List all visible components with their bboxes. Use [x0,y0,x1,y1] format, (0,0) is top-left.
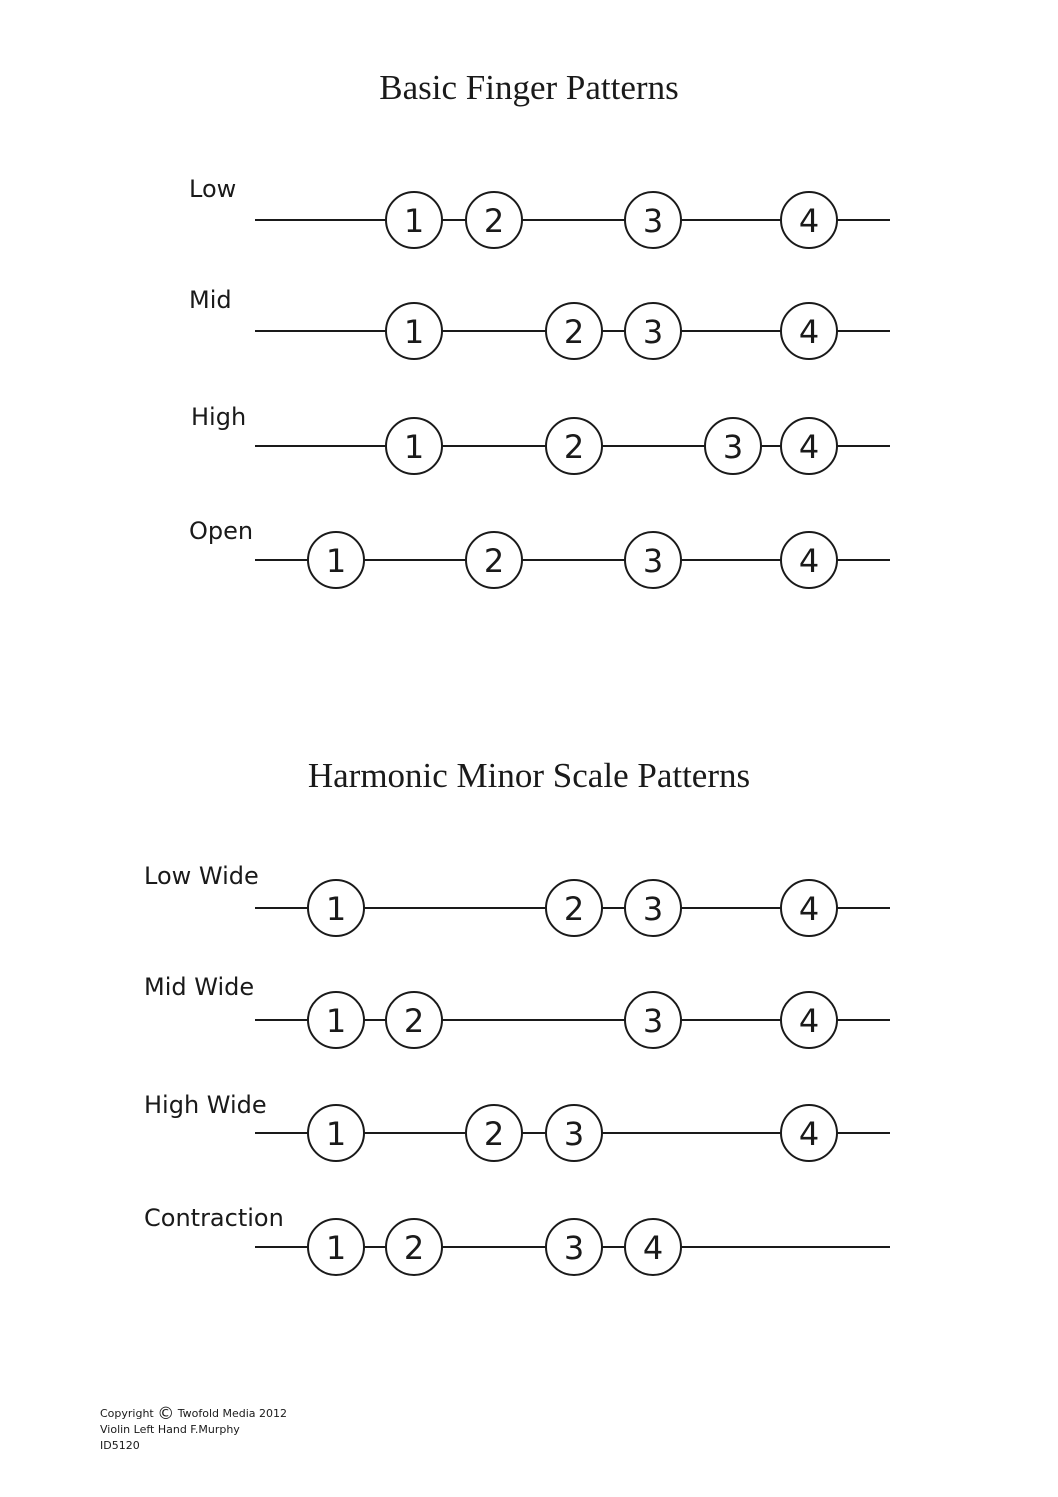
pattern-row-mid [255,303,890,359]
finger-marker-1 [308,992,364,1048]
finger-number: 2 [563,890,585,928]
finger-marker-3 [625,532,681,588]
finger-marker-3 [625,880,681,936]
finger-marker-1 [308,1219,364,1275]
finger-number: 3 [642,313,664,351]
finger-marker-3 [546,1105,602,1161]
finger-marker-1 [308,1105,364,1161]
pattern-row-high [255,418,890,474]
pattern-row-low-wide [255,880,890,936]
pattern-row-mid-wide [255,992,890,1048]
finger-number: 3 [563,1229,585,1267]
finger-marker-1 [386,192,442,248]
pattern-label-mid: Mid [189,286,232,314]
pattern-label-high-wide: High Wide [144,1091,267,1119]
document-id: ID5120 [100,1439,140,1452]
pattern-label-low-wide: Low Wide [144,862,259,890]
finger-number: 2 [483,1115,505,1153]
finger-marker-3 [625,192,681,248]
finger-number: 1 [325,1115,347,1153]
finger-marker-2 [386,992,442,1048]
finger-number: 1 [325,542,347,580]
finger-marker-2 [466,1105,522,1161]
finger-number: 1 [403,313,425,351]
finger-number: 3 [642,890,664,928]
footer [100,1406,287,1454]
finger-number: 4 [798,202,820,240]
finger-number: 4 [798,428,820,466]
finger-marker-1 [308,532,364,588]
copyright-line [100,1406,287,1422]
section-title-basic: Basic Finger Patterns [379,68,679,107]
finger-marker-2 [546,880,602,936]
pattern-row-low [255,192,890,248]
author-line: Violin Left Hand F.Murphy [100,1423,240,1436]
finger-marker-4 [781,303,837,359]
finger-number: 1 [403,202,425,240]
finger-number: 1 [325,890,347,928]
pattern-row-high-wide [255,1105,890,1161]
pattern-label-low: Low [189,175,237,203]
finger-number: 1 [403,428,425,466]
finger-number: 3 [722,428,744,466]
finger-number: 3 [563,1115,585,1153]
pattern-row-contraction [255,1219,890,1275]
finger-marker-1 [308,880,364,936]
finger-marker-3 [705,418,761,474]
finger-number: 2 [403,1002,425,1040]
finger-number: 3 [642,1002,664,1040]
pattern-label-open: Open [189,517,254,545]
finger-marker-1 [386,303,442,359]
finger-number: 4 [798,542,820,580]
finger-marker-4 [781,992,837,1048]
finger-marker-4 [781,532,837,588]
finger-number: 1 [325,1002,347,1040]
section-title-harmonic: Harmonic Minor Scale Patterns [307,756,751,795]
finger-number: 2 [563,313,585,351]
finger-marker-4 [781,1105,837,1161]
finger-number: 3 [642,202,664,240]
copyright-holder: Twofold Media 2012 [177,1407,288,1420]
pattern-label-mid-wide: Mid Wide [144,973,255,1001]
pattern-row-open [255,532,890,588]
finger-marker-2 [386,1219,442,1275]
finger-marker-3 [546,1219,602,1275]
finger-number: 2 [483,202,505,240]
finger-marker-2 [466,532,522,588]
finger-marker-4 [781,880,837,936]
copyright-prefix: Copyright [100,1407,154,1420]
finger-number: 2 [563,428,585,466]
finger-marker-1 [386,418,442,474]
pattern-label-contraction: Contraction [144,1204,284,1232]
finger-marker-4 [625,1219,681,1275]
finger-marker-2 [546,303,602,359]
finger-marker-2 [546,418,602,474]
copyright-symbol: © [157,1404,175,1424]
finger-marker-3 [625,303,681,359]
finger-marker-3 [625,992,681,1048]
finger-number: 4 [798,313,820,351]
finger-marker-4 [781,418,837,474]
finger-number: 2 [403,1229,425,1267]
finger-number: 4 [798,1002,820,1040]
finger-number: 4 [798,890,820,928]
finger-number: 2 [483,542,505,580]
finger-number: 3 [642,542,664,580]
finger-marker-4 [781,192,837,248]
finger-number: 4 [642,1229,664,1267]
finger-number: 1 [325,1229,347,1267]
pattern-label-high: High [191,403,247,431]
finger-marker-2 [466,192,522,248]
finger-number: 4 [798,1115,820,1153]
